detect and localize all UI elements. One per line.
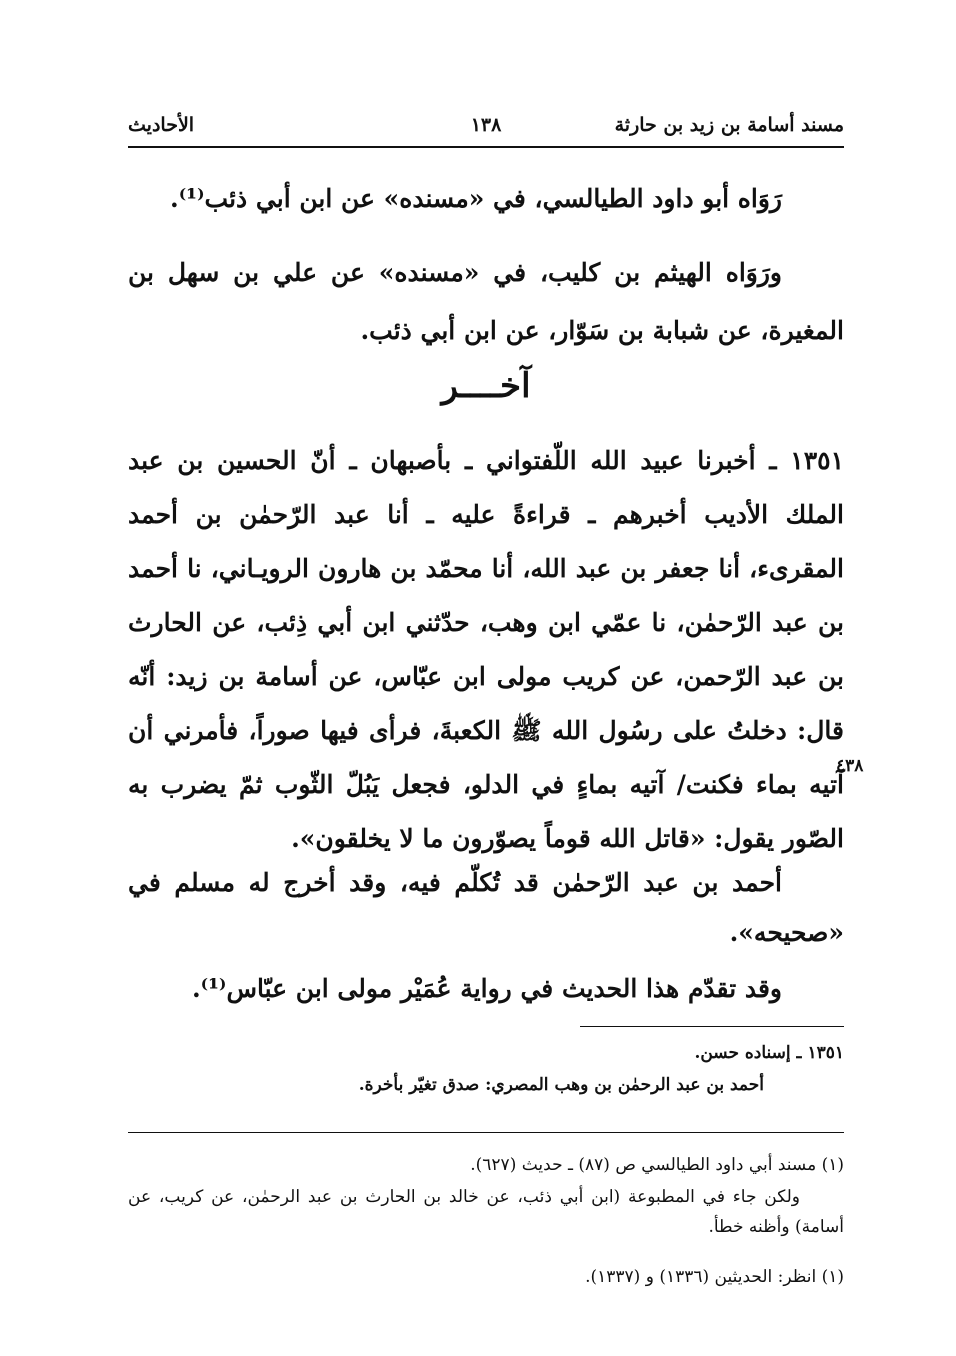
grading-divider [580,1026,844,1027]
header-section-title: الأحاديث [128,114,195,136]
running-header [128,108,844,148]
grading-line-1: ١٣٥١ ـ إسناده حسن. [694,1043,844,1063]
paragraph-1: رَوَاه أبو داود الطيالسي، في «مسنده» عن ابن أبي ذئب⁽¹⁾. [170,184,782,213]
paragraph-4: وقد تقدّم هذا الحديث في رواية عُمَيْر مولى ابن عبّاس⁽¹⁾. [191,974,782,1003]
hadith-text: ١٣٥١ ـ أخبرنا عبيد الله اللّفتواني ـ بأصبهان ـ أنّ الحسين بن عبد الملك الأديب أخبرهم ـ قراءةً عليه ـ أنا عبد الرّحمٰن بن أحمد المقرىء، أنا جعفر بن عبد الله، أنا محمّد بن هارون الرويـاني، نا أحمد بن عبد الرّحمٰن، نا عمّي ابن وهب، حدّثني ابن أبي ذِئب، عن الحارث بن عبد الرّحمن، عن كريب مولى ابن عبّاس، عن أسامة بن زيد: أنّه قال: دخلتُ على رسُول الله ﷺ الكعبةَ، فرأى فيها صوراً، فأمرني أن آتيه بماء فكنت/ آتيه بماءٍ في الدلو، فجعل يَبُلّ الثّوب ثمّ يضرب به الصّور يقول: «قاتل الله قوماً يصوّرون ما لا يخلقون». [128,446,844,853]
paragraph-2: ورَوَاه الهيثم بن كليب، في «مسنده» عن علي بن سهل بن المغيرة، عن شبابة بن سَوّار، عن ابن أبي ذئب. [128,258,844,345]
header-book-title: مسند أسامة بن زيد بن حارثة [614,114,844,136]
footnote-divider [128,1132,844,1133]
footnote-1-continuation: ولكن جاء في المطبوعة (ابن أبي ذئب، عن خالد بن الحارث بن عبد الرحمٰن، عن كريب، عن أسامة) وأظنه خطأ. [128,1187,844,1237]
footnote-1: (١) مسند أبي داود الطيالسي ص (٨٧) ـ حديث (٦٢٧). [470,1155,844,1175]
section-heading: آخــــر [441,366,531,406]
paragraph-3: أحمد بن عبد الرّحمٰن قد تُكلّم فيه، وقد أخرج له مسلم في «صحيحه». [128,868,844,947]
page-number: ١٣٨ [470,114,502,136]
margin-page-marker: ٤٣٨ [836,756,864,776]
footnote-2: (١) انظر: الحديثين (١٣٣٦) و (١٣٣٧). [585,1267,844,1287]
grading-line-2: أحمد بن عبد الرحمٰن بن وهب المصري: صدق تغيّر بأخرة. [358,1075,764,1095]
